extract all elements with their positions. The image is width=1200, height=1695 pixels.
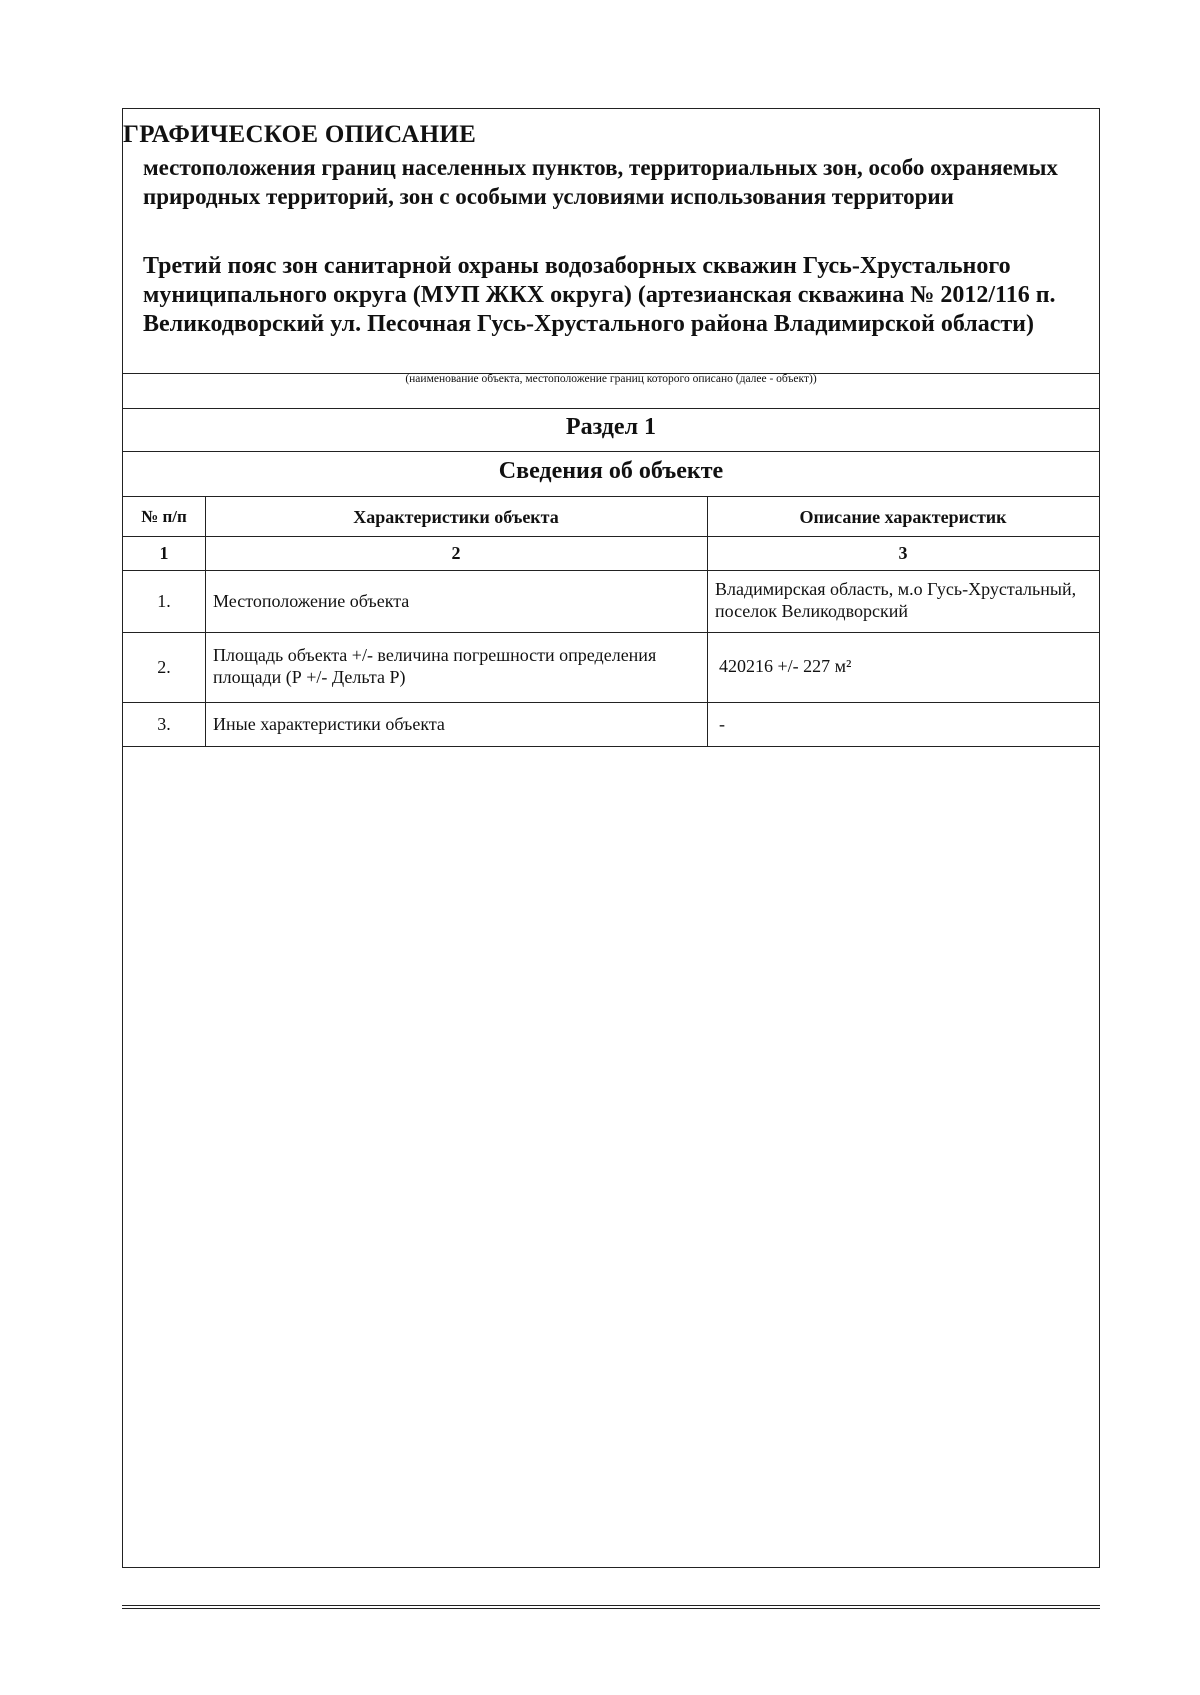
table-column-border — [205, 496, 206, 746]
row-characteristic: Площадь объекта +/- величина погрешности определения площади (Р +/- Дельта Р) — [213, 645, 657, 687]
row-description: Владимирская область, м.о Гусь-Хрустальный, поселок Великодворский — [715, 579, 1077, 621]
bottom-rule — [122, 1605, 1100, 1609]
table-row-border — [123, 632, 1099, 633]
row-characteristic: Местоположение объекта — [213, 591, 410, 611]
section-title: Раздел 1 — [565, 414, 657, 440]
document-title: ГРАФИЧЕСКОЕ ОПИСАНИЕ — [123, 121, 477, 148]
divider — [123, 451, 1099, 452]
column-number: 3 — [898, 543, 908, 563]
column-header-description: Описание характеристик — [799, 507, 1007, 527]
table-row-border — [123, 536, 1099, 537]
row-description: - — [719, 714, 725, 734]
row-number: 2. — [157, 657, 171, 677]
table-row-border — [123, 570, 1099, 571]
table-row-border — [123, 702, 1099, 703]
table-bottom-border — [123, 746, 1099, 747]
row-characteristic: Иные характеристики объекта — [213, 714, 445, 734]
section-subtitle: Сведения об объекте — [498, 458, 724, 484]
divider — [123, 408, 1099, 409]
column-header-num: № п/п — [141, 507, 187, 526]
column-header-characteristic: Характеристики объекта — [353, 507, 559, 527]
column-number: 2 — [451, 543, 461, 563]
row-number: 3. — [157, 714, 171, 734]
table-top-border — [123, 496, 1099, 497]
row-description: 420216 +/- 227 м² — [719, 656, 852, 676]
object-name: Третий пояс зон санитарной охраны водозаборных скважин Гусь-Хрустального муниципального округа (МУП ЖКХ округа) (артезианская скважина № 2012/116 п. Великодворский ул. Песочная Гусь-Хрустального района Владимирской области) — [143, 253, 1056, 337]
row-number: 1. — [157, 591, 171, 611]
object-caption: (наименование объекта, местоположение границ которого описано (далее - объект)) — [405, 373, 817, 385]
document-subtitle: местоположения границ населенных пунктов, территориальных зон, особо охраняемых природных территорий, зон с особыми условиями использования территории — [143, 155, 1058, 209]
column-number: 1 — [159, 543, 169, 563]
table-column-border — [707, 496, 708, 746]
document-frame — [122, 108, 1100, 1568]
